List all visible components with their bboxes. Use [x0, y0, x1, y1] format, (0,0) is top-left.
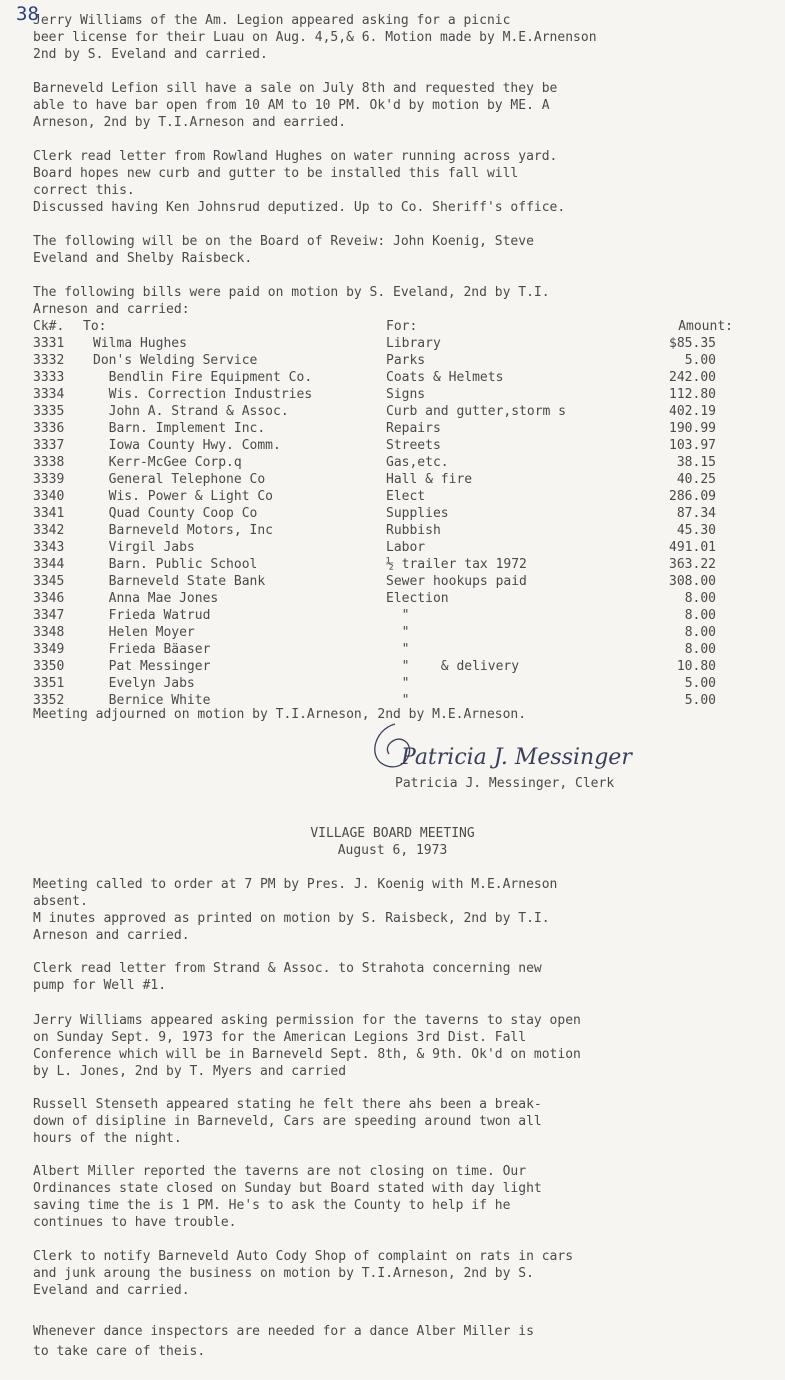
bill-amount: 242.00: [669, 370, 716, 385]
bill-for: ": [386, 693, 410, 708]
paragraph-miller-report: Albert Miller reported the taverns are not closing on time. Our Ordinances state closed on Sunday but Board stated with day light saving time the is 1 PM. He's to ask the County to help if he continues to have trouble.: [33, 1164, 542, 1230]
bill-ck: 3342: [33, 523, 65, 538]
bill-to: Helen Moyer: [93, 625, 195, 640]
bill-row: [33, 352, 733, 369]
bill-amount: 5.00: [684, 676, 716, 691]
bill-to: Virgil Jabs: [93, 540, 195, 555]
bill-for: ": [386, 608, 410, 623]
bill-row: [33, 403, 733, 420]
bill-amount: 40.25: [676, 472, 716, 487]
paragraph-auto-body: Clerk to notify Barneveld Auto Cody Shop of complaint on rats in cars and junk aroung the business on motion by T.I.Arneson, 2nd by S. Eveland and carried.: [33, 1249, 574, 1298]
bill-for: Library: [386, 336, 441, 351]
bill-ck: 3349: [33, 642, 65, 657]
bill-to: Barn. Implement Inc.: [93, 421, 266, 436]
bill-ck: 3345: [33, 574, 65, 589]
bill-to: Quad County Coop Co: [93, 506, 258, 521]
paragraph-dance-inspectors: Whenever dance inspectors are needed for a dance Alber Miller is to take care of theis.: [33, 1324, 534, 1359]
bill-to: Don's Welding Service: [93, 353, 258, 368]
paragraph-picnic-license: Jerry Williams of the Am. Legion appeared asking for a picnic beer license for their Luau on Aug. 4,5,& 6. Motion made by M.E.Arnenson 2nd by S. Eveland and carried.: [33, 13, 597, 62]
bill-to: Evelyn Jabs: [93, 676, 195, 691]
bill-row: [33, 607, 733, 624]
bill-ck: 3350: [33, 659, 65, 674]
bill-ck: 3348: [33, 625, 65, 640]
bill-amount: 103.97: [669, 438, 716, 453]
bill-amount: 286.09: [669, 489, 716, 504]
bill-row: [33, 556, 733, 573]
bill-row: [33, 590, 733, 607]
bill-row: [33, 369, 733, 386]
bill-amount: 8.00: [684, 625, 716, 640]
bill-ck: 3331: [33, 336, 65, 351]
bill-to: Iowa County Hwy. Comm.: [93, 438, 281, 453]
bill-to: Bendlin Fire Equipment Co.: [93, 370, 313, 385]
bill-amount: 112.80: [669, 387, 716, 402]
bill-for: Streets: [386, 438, 441, 453]
paragraph-taverns-sunday: Jerry Williams appeared asking permission for the taverns to stay open on Sunday Sept. 9, 1973 for the American Legions 3rd Dist. Fall Conference which will be in Barneveld Sept. 8th, & 9th. Ok'd on motion by L. Jones, 2nd by T. Myers and carried: [33, 1013, 581, 1079]
bill-ck: 3337: [33, 438, 65, 453]
bill-amount: 363.22: [669, 557, 716, 572]
bill-to: Frieda Bäaser: [93, 642, 211, 657]
bill-for: ½ trailer tax 1972: [386, 557, 527, 572]
bill-row: [33, 420, 733, 437]
bill-row: [33, 675, 733, 692]
bill-for: ": [386, 625, 410, 640]
meeting-title: VILLAGE BOARD MEETING: [310, 826, 475, 841]
bill-row: [33, 488, 733, 505]
bill-ck: 3341: [33, 506, 65, 521]
signature-script: Patricia J. Messinger: [401, 745, 632, 770]
bill-for: Supplies: [386, 506, 449, 521]
bill-row: [33, 454, 733, 471]
paragraph-legion-sale: Barneveld Lefion sill have a sale on July 8th and requested they be able to have bar open from 10 AM to 10 PM. Ok'd by motion by ME. A Arneson, 2nd by T.I.Arneson and earried.: [33, 81, 558, 130]
bill-to: Anna Mae Jones: [93, 591, 219, 606]
bill-for: Coats & Helmets: [386, 370, 504, 385]
bill-row: [33, 624, 733, 641]
bill-amount: 45.30: [676, 523, 716, 538]
bills-header-row: [33, 318, 733, 335]
bill-to: John A. Strand & Assoc.: [93, 404, 289, 419]
bill-ck: 3334: [33, 387, 65, 402]
bill-to: Frieda Watrud: [93, 608, 211, 623]
bill-row: [33, 522, 733, 539]
bill-amount: 10.80: [676, 659, 716, 674]
paragraph-board-of-review: The following will be on the Board of Reveiw: John Koenig, Steve Eveland and Shelby Raisbeck.: [33, 234, 534, 266]
bill-ck: 3347: [33, 608, 65, 623]
bill-ck: 3339: [33, 472, 65, 487]
bill-ck: 3346: [33, 591, 65, 606]
bill-to: Wilma Hughes: [93, 336, 187, 351]
bill-row: [33, 471, 733, 488]
meeting-date: August 6, 1973: [337, 843, 448, 858]
bill-for: Sewer hookups paid: [386, 574, 527, 589]
bill-for: Election: [386, 591, 449, 606]
bill-for: Signs: [386, 387, 426, 402]
bill-to: Wis. Power & Light Co: [93, 489, 274, 504]
clerk-signature: [365, 716, 665, 776]
bill-for: Repairs: [386, 421, 441, 436]
bill-row: [33, 658, 733, 675]
bill-amount: 308.00: [669, 574, 716, 589]
bill-for: Labor: [386, 540, 426, 555]
paragraph-stenseth: Russell Stenseth appeared stating he felt there ahs been a break- down of disipline in Barneveld, Cars are speeding around twon all hours of the night.: [33, 1097, 542, 1146]
bill-amount: 5.00: [684, 353, 716, 368]
bill-amount: $85.35: [669, 336, 716, 351]
bill-amount: 8.00: [684, 591, 716, 606]
bill-for: ": [386, 676, 410, 691]
bill-ck: 3335: [33, 404, 65, 419]
bill-for: Curb and gutter,storm s: [386, 404, 567, 419]
bill-amount: 402.19: [669, 404, 716, 419]
bill-for: Hall & fire: [386, 472, 473, 487]
bill-row: [33, 539, 733, 556]
bill-to: Bernice White: [93, 693, 211, 708]
bill-row: [33, 641, 733, 658]
bill-to: Wis. Correction Industries: [93, 387, 313, 402]
header-ck: Ck#.: [33, 319, 65, 334]
bill-ck: 3336: [33, 421, 65, 436]
bill-row: [33, 573, 733, 590]
signature-typed: Patricia J. Messinger, Clerk: [395, 776, 615, 791]
bill-for: " & delivery: [386, 659, 520, 674]
header-amount: Amount:: [678, 319, 733, 334]
page-number: 38: [16, 3, 39, 25]
adjourned-line: Meeting adjourned on motion by T.I.Arneson, 2nd by M.E.Arneson.: [33, 707, 527, 722]
bill-amount: 491.01: [669, 540, 716, 555]
bill-for: Parks: [386, 353, 426, 368]
bill-ck: 3333: [33, 370, 65, 385]
bill-for: Elect: [386, 489, 426, 504]
bill-ck: 3338: [33, 455, 65, 470]
bill-amount: 8.00: [684, 608, 716, 623]
bill-amount: 5.00: [684, 693, 716, 708]
bill-to: Pat Messinger: [93, 659, 211, 674]
bill-to: Barneveld Motors, Inc: [93, 523, 274, 538]
bill-ck: 3343: [33, 540, 65, 555]
bill-amount: 87.34: [676, 506, 716, 521]
bill-ck: 3344: [33, 557, 65, 572]
bill-for: ": [386, 642, 410, 657]
bill-row: [33, 437, 733, 454]
bill-ck: 3351: [33, 676, 65, 691]
bill-ck: 3332: [33, 353, 65, 368]
bill-row: [33, 335, 733, 352]
bill-row: [33, 505, 733, 522]
paragraph-bills-intro: The following bills were paid on motion by S. Eveland, 2nd by T.I. Arneson and carried:: [33, 285, 550, 317]
bill-to: General Telephone Co: [93, 472, 266, 487]
header-to: To:: [83, 319, 107, 334]
bill-for: Rubbish: [386, 523, 441, 538]
bill-ck: 3352: [33, 693, 65, 708]
paragraph-hughes-letter: Clerk read letter from Rowland Hughes on water running across yard. Board hopes new curb and gutter to be installed this fall will correct this. Discussed having Ken Johnsrud deputized. Up to Co. Sheriff's office.: [33, 149, 566, 215]
bill-ck: 3340: [33, 489, 65, 504]
bill-row: [33, 386, 733, 403]
paragraph-strand-letter: Clerk read letter from Strand & Assoc. to Strahota concerning new pump for Well #1.: [33, 961, 542, 993]
bill-to: Barneveld State Bank: [93, 574, 266, 589]
bill-to: Kerr-McGee Corp.q: [93, 455, 242, 470]
header-for: For:: [386, 319, 418, 334]
bill-amount: 38.15: [676, 455, 716, 470]
bill-amount: 8.00: [684, 642, 716, 657]
bill-amount: 190.99: [669, 421, 716, 436]
bill-for: Gas,etc.: [386, 455, 449, 470]
bill-to: Barn. Public School: [93, 557, 258, 572]
paragraph-call-to-order: Meeting called to order at 7 PM by Pres. J. Koenig with M.E.Arneson absent. M inutes approved as printed on motion by S. Raisbeck, 2nd by T.I. Arneson and carried.: [33, 877, 558, 943]
